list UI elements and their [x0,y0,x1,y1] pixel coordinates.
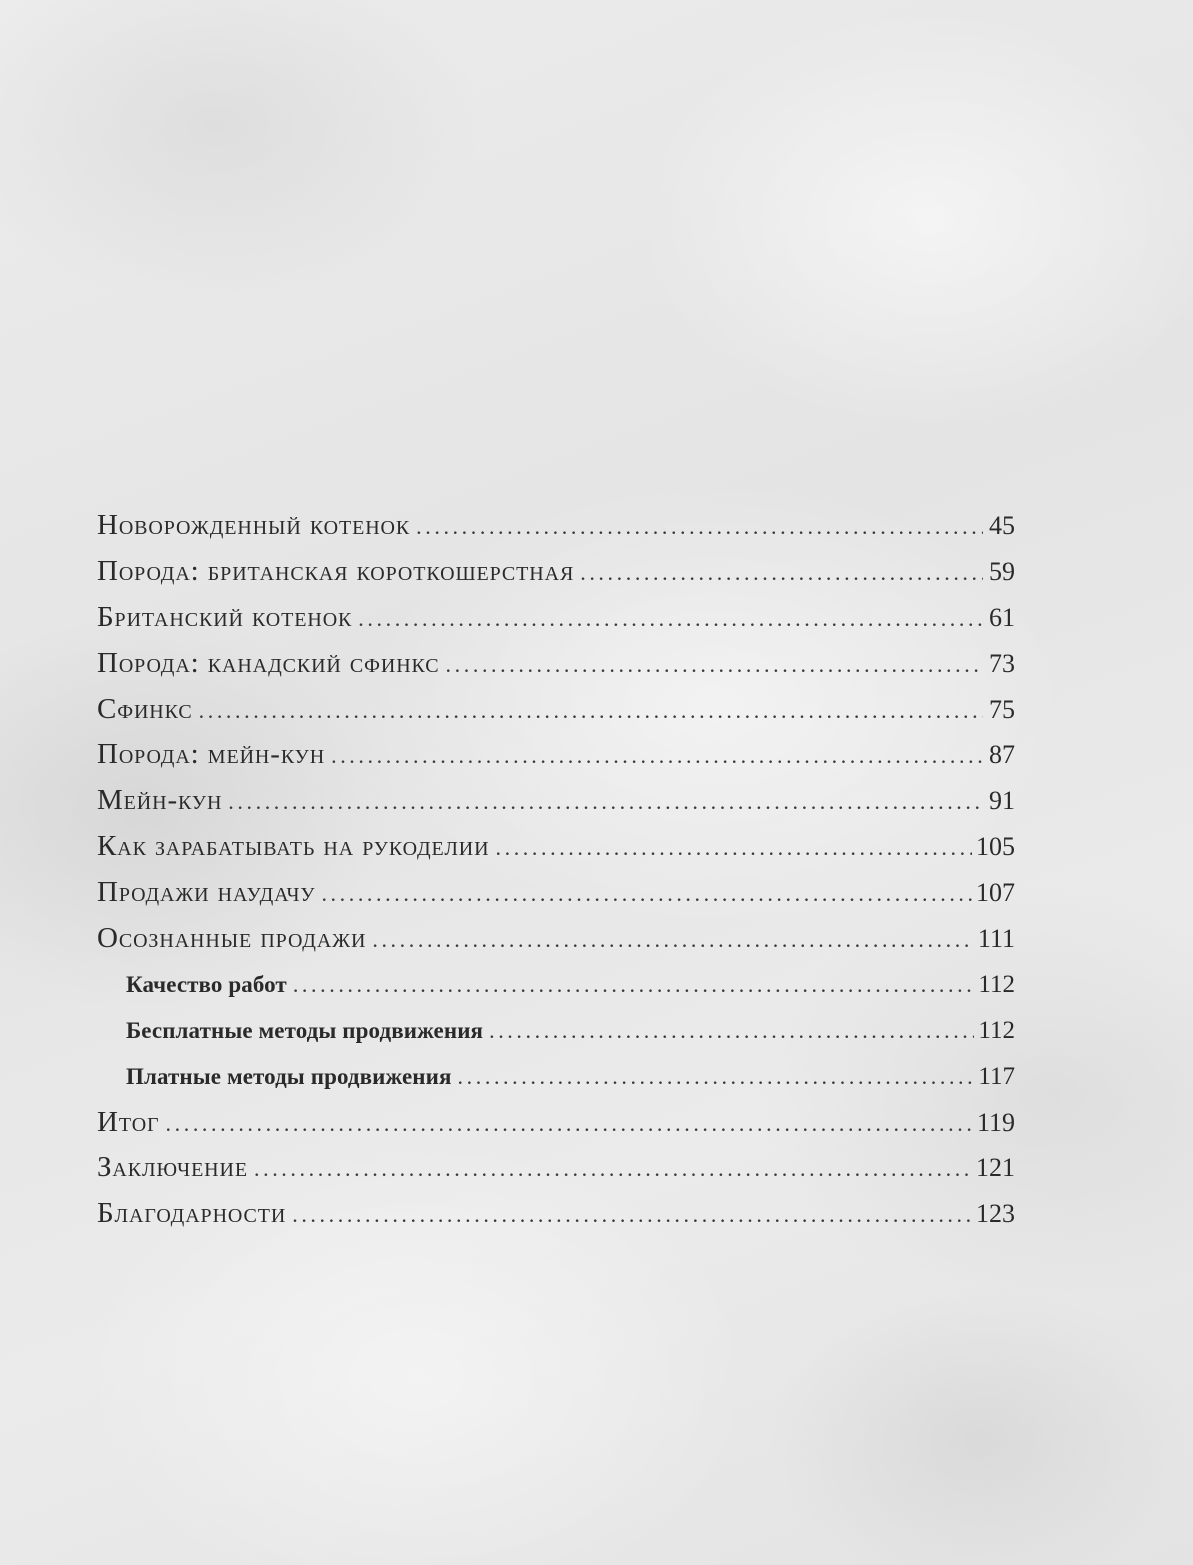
toc-entry-page: 59 [989,556,1015,586]
toc-entry-page: 123 [976,1199,1015,1229]
toc-entry[interactable] [97,595,1015,641]
toc-entry[interactable] [97,916,1015,962]
toc-subentry[interactable] [97,962,1015,1008]
toc-entry-page: 45 [989,511,1015,540]
dot-leader [166,1101,973,1146]
dot-leader [458,1054,975,1100]
toc-entry[interactable] [97,503,1015,549]
toc-subentry-page: 117 [978,1062,1015,1090]
toc-entry-title: Мейн-кун [97,784,223,817]
dot-leader [358,596,983,641]
toc-entry-title: Заключение [97,1151,248,1184]
toc-entry[interactable] [97,687,1015,733]
toc-entry-title: Продажи наудачу [97,876,316,909]
toc-entry-title: Британский котенок [97,600,353,633]
toc-entry[interactable] [97,732,1015,778]
toc-entry-title: Порода: британская короткошерстная [97,554,575,587]
toc-entry[interactable] [97,870,1015,916]
toc-entry-title: Итог [97,1105,160,1138]
toc-subentry[interactable] [97,1054,1015,1100]
dot-leader [580,550,983,595]
toc-entry-title: Порода: канадский сфинкс [97,646,440,679]
dot-leader [416,504,983,549]
toc-entry-title: Осознанные продажи [97,922,367,955]
toc-entry[interactable] [97,1191,1015,1237]
dot-leader [489,1008,974,1054]
toc-subentry-title: Бесплатные методы продвижения [126,1017,484,1043]
toc-subentry-title: Качество работ [126,971,287,997]
toc-entry-page: 121 [976,1153,1015,1183]
dot-leader [199,688,983,733]
toc-entry-page: 119 [976,1107,1015,1137]
toc-entry[interactable] [97,1145,1015,1191]
toc-entry-title: Новорожденный котенок [97,509,411,541]
toc-entry[interactable] [97,641,1015,687]
toc-subentry-title: Платные методы продвижения [126,1063,452,1089]
dot-leader [321,871,972,916]
toc-entry-page: 87 [989,740,1015,770]
toc-entry-title: Порода: мейн-кун [97,738,326,771]
toc-entry-page: 105 [976,832,1015,862]
toc-entry[interactable] [97,778,1015,824]
dot-leader [292,1192,972,1237]
toc-entry[interactable] [97,549,1015,595]
toc-entry-page: 111 [977,924,1015,954]
toc-entry-title: Как зарабатывать на рукоделии [97,830,490,863]
table-of-contents [97,503,1015,1237]
toc-entry-page: 73 [989,648,1015,678]
dot-leader [293,962,975,1008]
toc-subentry-page: 112 [978,1016,1015,1044]
toc-entry-page: 107 [976,878,1015,908]
toc-entry-page: 61 [989,602,1015,632]
dot-leader [446,642,983,687]
toc-entry[interactable] [97,824,1015,870]
dot-leader [228,779,983,824]
toc-entry-title: Сфинкс [97,692,193,725]
toc-subentry[interactable] [97,1008,1015,1054]
toc-entry-page: 91 [989,786,1015,816]
toc-entry-page: 75 [989,694,1015,724]
dot-leader [496,825,973,870]
dot-leader [331,733,983,778]
dot-leader [372,917,974,962]
toc-entry[interactable] [97,1100,1015,1146]
dot-leader [254,1146,972,1191]
toc-subentry-page: 112 [978,970,1015,998]
toc-entry-title: Благодарности [97,1197,287,1230]
